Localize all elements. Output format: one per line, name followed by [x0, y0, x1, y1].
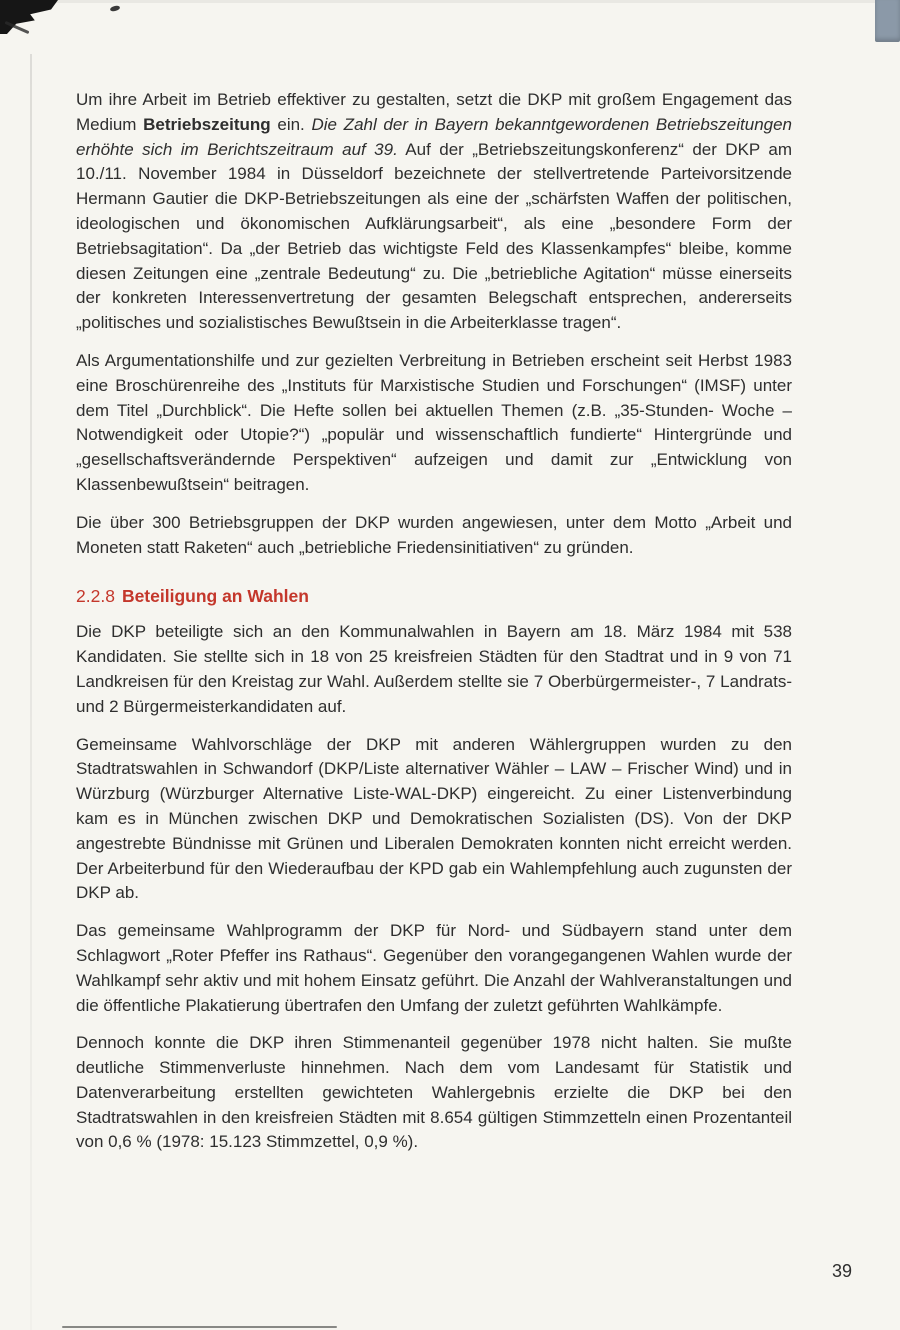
text-run: Die über 300 Betriebsgruppen der DKP wurden angewiesen, unter dem Motto „Arbeit und Moneten statt Raketen“ auch „betriebliche Friedensinitiativen“ zu gründen. — [76, 512, 792, 557]
scan-artifact-scratch — [5, 21, 30, 34]
scan-artifact-ink-speck — [110, 5, 121, 12]
scan-artifact-top-right-strip — [875, 0, 900, 42]
text-run: Das gemeinsame Wahlprogramm der DKP für Nord- und Südbayern stand unter dem Schlagwort „Roter Pfeffer ins Rathaus“. Gegenüber den vorangegangenen Wahlen wurde der Wahlkampf sehr aktiv und mit hohem Einsatz geführt. Die Anzahl der Wahlveranstaltungen und die öffentliche Plakatierung übertrafen den Umfang der zuletzt geführten Wahlkämpfe. — [76, 921, 792, 1015]
paragraph — [76, 620, 792, 719]
section-heading — [76, 584, 792, 609]
text-run: Auf der „Betriebszeitungskonferenz“ der DKP am 10./11. November 1984 in Düsseldorf bezeichnete der stellvertretende Parteivorsitzende Hermann Gautier die DKP-Betriebszeitungen als eine der „schärfsten Waffen der politischen, ideologischen und ökonomischen Aufklärungsarbeit“, als eine „besondere Form der Betriebsagitation“. Da „der Betrieb das wichtigste Feld des Klassenkampfes“ bleibe, komme diesen Zeitungen eine „zentrale Bedeutung“ zu. Die „betriebliche Agitation“ müsse einerseits der konkreten Interessenvertretung der gesamten Belegschaft entsprechen, andererseits „politisches und sozialistisches Bewußtsein in die Arbeiterklasse tragen“. — [76, 139, 792, 333]
paragraph — [76, 88, 792, 336]
scan-crease-left — [30, 54, 32, 1330]
paragraph — [76, 511, 792, 561]
paragraph — [76, 349, 792, 498]
section-heading-number: 2.2.8 — [76, 586, 115, 607]
page-number: 39 — [831, 1261, 852, 1281]
text-run-italic: Die Zahl der in Bayern bekanntgewordenen Betriebszeitungen erhöhte sich im Berichtszeitraum auf 39. — [76, 114, 793, 159]
paragraph — [76, 1031, 792, 1155]
text-run: Um ihre Arbeit im Betrieb effektiver zu gestalten, setzt die DKP mit großem Engagement das Medium — [76, 90, 792, 134]
page-text — [76, 88, 792, 1168]
text-run-bold: Betriebszeitung — [143, 114, 271, 134]
text-run: Dennoch konnte die DKP ihren Stimmenanteil gegenüber 1978 nicht halten. Sie mußte deutliche Stimmenverluste hinnehmen. Nach dem vom Landesamt für Statistik und Datenverarbeitung erstellten gewichteten Wahlergebnis erzielte die DKP bei den Stadtratswahlen in den kreisfreien Städten mit 8.654 gültigen Stimmzetteln einen Prozentanteil von 0,6 % (1978: 15.123 Stimmzettel, 0,9 %). — [76, 1033, 792, 1152]
section-heading-title: Beteiligung an Wahlen — [121, 586, 309, 607]
paragraph — [76, 919, 792, 1018]
text-run: Als Argumentationshilfe und zur gezielten Verbreitung in Betrieben erscheint seit Herbst 1983 eine Broschürenreihe des „Instituts für Marxistische Studien und Forschungen“ (IMSF) unter dem Titel „Durchblick“. Die Hefte sollen bei aktuellen Themen (z.B. „35-Stunden- Woche – Notwendigkeit oder Utopie?“) „populär und wissenschaftlich fundierte“ Hintergründe und „gesellschaftsverändernde Perspektiven“ aufzeigen und damit zur „Entwicklung von Klassenbewußtsein“ beitragen. — [76, 350, 792, 494]
text-run: ein. — [270, 114, 312, 134]
text-run: Die DKP beteiligte sich an den Kommunalwahlen in Bayern am 18. März 1984 mit 538 Kandidaten. Sie stellte sich in 18 von 25 kreisfreien Städten für den Stadtrat und in 9 von 71 Landkreisen für den Kreistag zur Wahl. Außerdem stellte sie 7 Oberbürgermeister-, 7 Landrats- und 2 Bürgermeisterkandidaten auf. — [76, 622, 792, 716]
text-run: Gemeinsame Wahlvorschläge der DKP mit anderen Wählergruppen wurden zu den Stadtratswahlen in Schwandorf (DKP/Liste alternativer Wähler – LAW – Frischer Wind) und in Würzburg (Würzburger Alternative Liste-WAL-DKP) eingereicht. Zu einer Listenverbindung kam es in München zwischen DKP und Demokratischen Sozialisten (DS). Von der DKP angestrebte Bündnisse mit Grünen und Liberalen Demokraten konnten nicht erreicht werden. Der Arbeiterbund für den Wiederaufbau der KPD gab ein Wahlempfehlung auch zugunsten der DKP ab. — [76, 734, 792, 903]
scan-artifact-torn-corner — [0, 0, 58, 34]
paragraph — [76, 733, 792, 907]
scan-artifact-bottom-line — [62, 1326, 337, 1328]
